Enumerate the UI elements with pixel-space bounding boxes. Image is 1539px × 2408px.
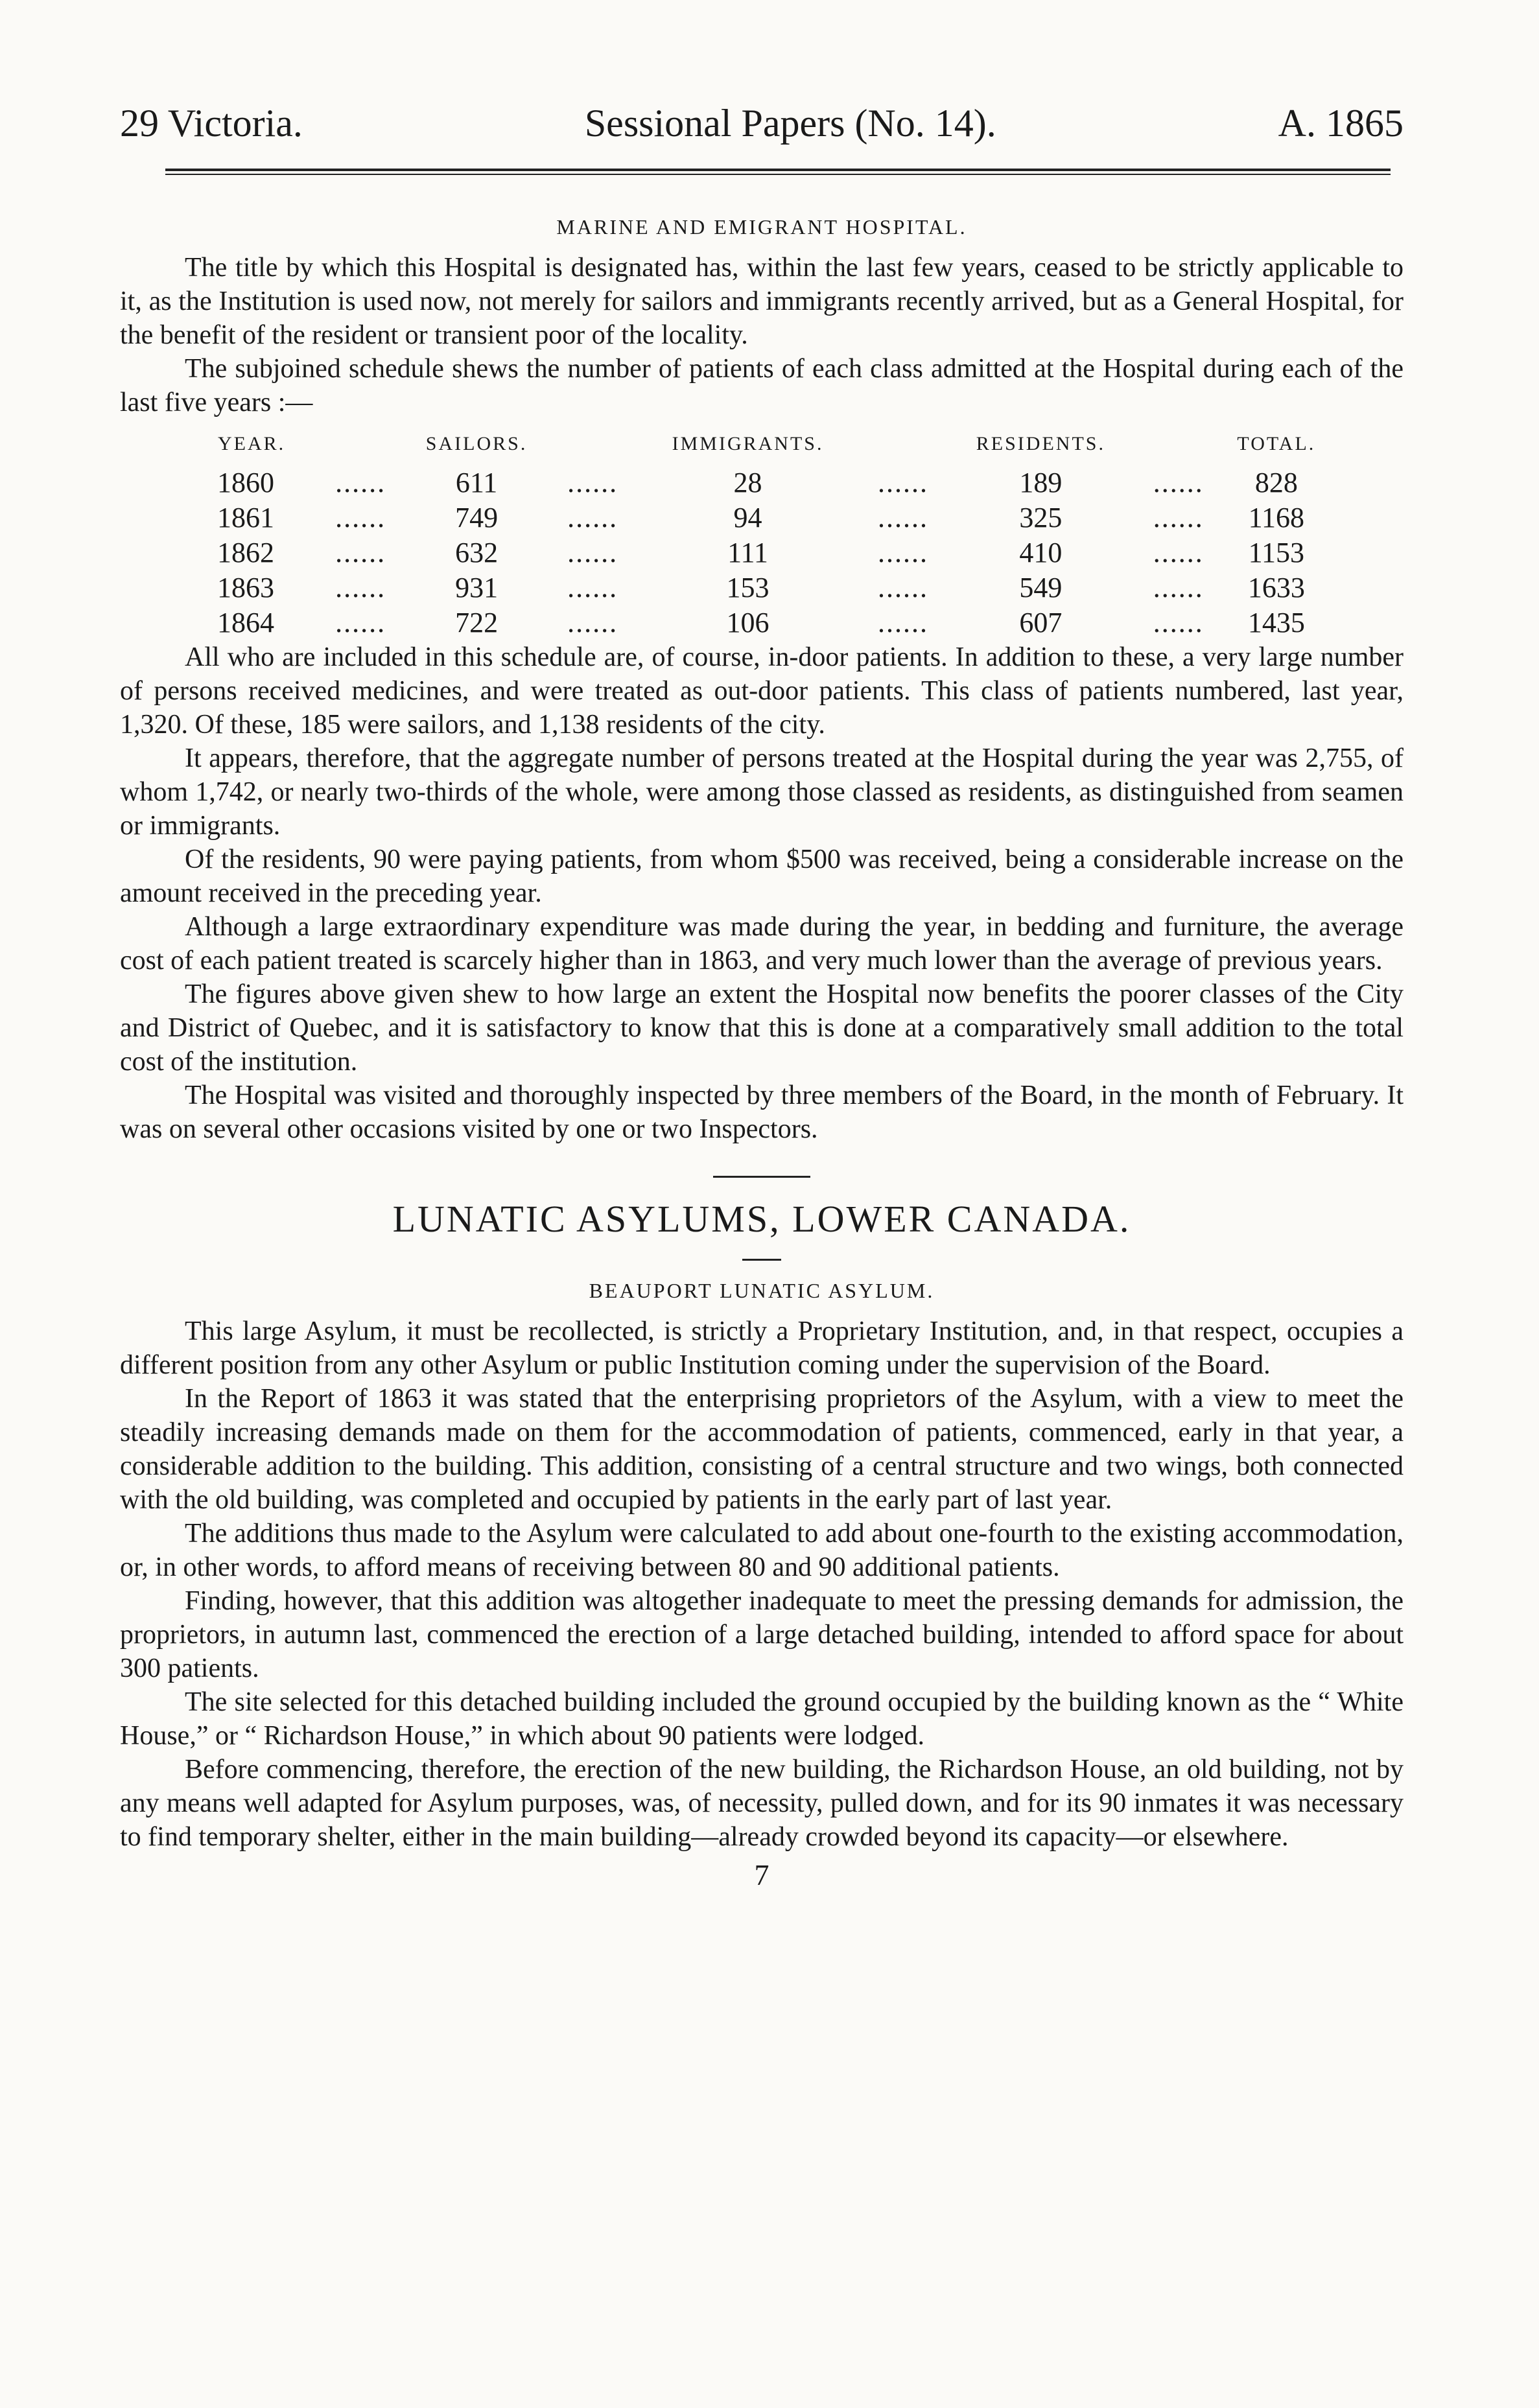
cell-residents: 410	[1019, 537, 1063, 568]
col-header-residents: RESIDENTS.	[976, 433, 1105, 454]
running-header	[120, 104, 1404, 143]
cell-year: 1863	[217, 572, 274, 603]
paragraph: Of the residents, 90 were paying patients, from whom $500 was received, being a considerable increase on the amount received in the preceding year.	[120, 845, 1404, 908]
paragraph: All who are included in this schedule are, of course, in-door patients. In addition to these, a very large number of persons received medicines, and were treated as out-door patients. This class of patients numbered, last year, 1,320. Of these, 185 were sailors, and 1,138 residents of the city.	[120, 642, 1404, 740]
paragraph: This large Asylum, it must be recollected, is strictly a Proprietary Institution, and, in that respect, occupies a different position from any other Asylum or public Institution coming under the supervision of the Board.	[120, 1316, 1404, 1380]
table-row	[217, 535, 1339, 570]
marine-hospital-title: MARINE AND EMIGRANT HOSPITAL.	[556, 215, 967, 239]
cell-immigrants: 28	[733, 467, 762, 498]
page-number: 7	[754, 1858, 770, 1891]
table-header-row	[217, 426, 1339, 465]
cell-immigrants: 106	[726, 607, 770, 638]
cell-total: 1168	[1248, 502, 1305, 533]
cell-leader: ......	[1153, 537, 1204, 568]
table-body	[217, 465, 1339, 640]
cell-leader: ......	[878, 572, 929, 603]
cell-immigrants: 111	[727, 537, 768, 568]
header-left: 29 Victoria.	[120, 102, 303, 145]
col-header-sailors: SAILORS.	[425, 433, 528, 454]
cell-sailors: 632	[455, 537, 499, 568]
cell-immigrants: 94	[733, 502, 762, 533]
cell-leader: ......	[1153, 607, 1204, 638]
lunatic-asylums-title: LUNATIC ASYLUMS, LOWER CANADA.	[392, 1198, 1131, 1240]
cell-year: 1861	[217, 502, 274, 533]
table-row	[217, 570, 1339, 605]
cell-leader: ......	[878, 467, 929, 498]
paragraph: It appears, therefore, that the aggregate number of persons treated at the Hospital during the year was 2,755, of whom 1,742, or nearly two-thirds of the whole, were among those classed as residents, as distinguished from seamen or immigrants.	[120, 743, 1404, 841]
cell-residents: 549	[1019, 572, 1063, 603]
cell-year: 1862	[217, 537, 274, 568]
cell-leader: ......	[878, 607, 929, 638]
cell-leader: ......	[335, 502, 386, 533]
col-header-immigrants: IMMIGRANTS.	[672, 433, 824, 454]
cell-total: 828	[1254, 467, 1298, 498]
cell-sailors: 931	[455, 572, 499, 603]
paragraph: The figures above given shew to how large an extent the Hospital now benefits the poorer classes of the City and District of Quebec, and it is satisfactory to know that this is done at a comparatively small addition to the total cost of the institution.	[120, 979, 1404, 1077]
paragraph: Although a large extraordinary expenditure was made during the year, in bedding and furniture, the average cost of each patient treated is scarcely higher than in 1863, and very much lower than the average of previous years.	[120, 912, 1404, 976]
section-divider	[713, 1176, 810, 1178]
cell-total: 1435	[1247, 607, 1305, 638]
cell-leader: ......	[567, 537, 618, 568]
cell-sailors: 749	[455, 502, 499, 533]
cell-leader: ......	[1153, 467, 1204, 498]
table-row	[217, 465, 1339, 500]
cell-sailors: 611	[455, 467, 498, 498]
document-page	[120, 104, 1404, 1892]
cell-leader: ......	[567, 467, 618, 498]
cell-leader: ......	[335, 572, 386, 603]
col-header-year: YEAR.	[218, 433, 286, 454]
cell-leader: ......	[1153, 572, 1204, 603]
patients-schedule-table	[217, 426, 1339, 640]
cell-leader: ......	[335, 607, 386, 638]
paragraph: Finding, however, that this addition was altogether inadequate to meet the pressing demands for admission, the proprietors, in autumn last, commenced the erection of a large detached building, intended to afford space for about 300 patients.	[120, 1586, 1404, 1683]
paragraph: The site selected for this detached building included the ground occupied by the building known as the “ White House,” or “ Richardson House,” in which about 90 patients were lodged.	[120, 1687, 1404, 1751]
paragraph: Before commencing, therefore, the erection of the new building, the Richardson House, an old building, not by any means well adapted for Asylum purposes, was, of necessity, pulled down, and for its 90 inmates it was necessary to find temporary shelter, either in the main building—already crowded beyond its capacity—or elsewhere.	[120, 1755, 1404, 1852]
cell-total: 1633	[1247, 572, 1305, 603]
beauport-asylum-title: BEAUPORT LUNATIC ASYLUM.	[589, 1279, 935, 1302]
cell-residents: 189	[1019, 467, 1063, 498]
cell-leader: ......	[335, 537, 386, 568]
section-divider-short	[742, 1259, 781, 1261]
header-rule	[165, 169, 1391, 175]
cell-year: 1860	[217, 467, 274, 498]
paragraph: The Hospital was visited and thoroughly inspected by three members of the Board, in the month of February. It was on several other occasions visited by one or two Inspectors.	[120, 1081, 1404, 1144]
cell-leader: ......	[335, 467, 386, 498]
paragraph: The subjoined schedule shews the number of patients of each class admitted at the Hospital during each of the last five years :—	[120, 354, 1404, 417]
table-row	[217, 605, 1339, 640]
cell-leader: ......	[567, 572, 618, 603]
cell-leader: ......	[878, 537, 929, 568]
cell-total: 1153	[1248, 537, 1305, 568]
cell-leader: ......	[878, 502, 929, 533]
paragraph: The additions thus made to the Asylum were calculated to add about one-fourth to the existing accommodation, or, in other words, to afford means of receiving between 80 and 90 additional patients.	[120, 1519, 1404, 1582]
cell-residents: 607	[1019, 607, 1063, 638]
paragraph: In the Report of 1863 it was stated that the enterprising proprietors of the Asylum, with a view to meet the steadily increasing demands made on them for the accommodation of patients, commenced, early in that year, a considerable addition to the building. This addition, consisting of a central structure and two wings, both connected with the old building, was completed and occupied by patients in the early part of last year.	[120, 1384, 1404, 1515]
header-right: A. 1865	[1278, 102, 1404, 145]
header-center: Sessional Papers (No. 14).	[584, 102, 996, 145]
cell-immigrants: 153	[726, 572, 770, 603]
paragraph: The title by which this Hospital is designated has, within the last few years, ceased to be strictly applicable to it, as the Institution is used now, not merely for sailors and immigrants recently arrived, but as a General Hospital, for the benefit of the resident or transient poor of the locality.	[120, 253, 1404, 350]
cell-sailors: 722	[455, 607, 499, 638]
cell-year: 1864	[217, 607, 274, 638]
cell-leader: ......	[567, 607, 618, 638]
cell-residents: 325	[1019, 502, 1063, 533]
cell-leader: ......	[1153, 502, 1204, 533]
table-row	[217, 500, 1339, 535]
cell-leader: ......	[567, 502, 618, 533]
col-header-total: TOTAL.	[1237, 433, 1316, 454]
